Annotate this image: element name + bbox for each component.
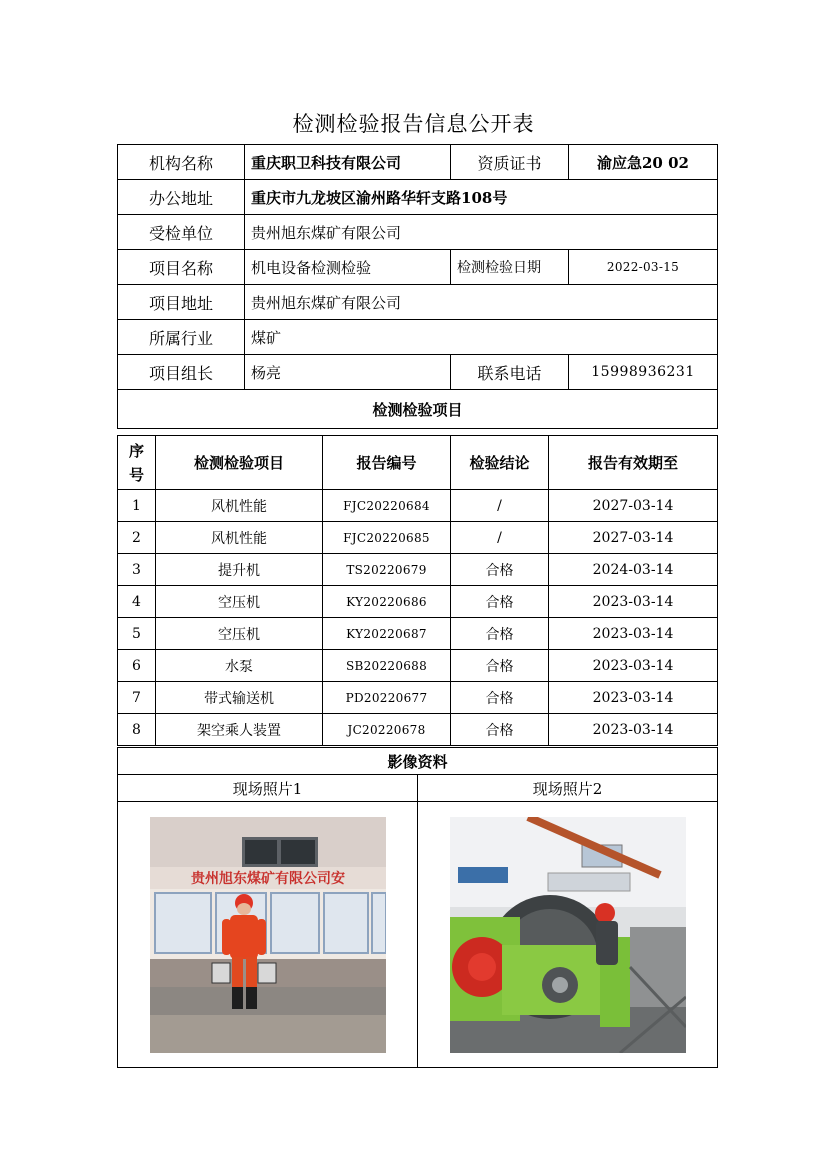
row-report: PD20220677	[323, 682, 451, 714]
project-value: 机电设备检测检验	[245, 250, 451, 285]
photo2-cell	[418, 802, 718, 1068]
info-table	[117, 144, 718, 429]
phone-label: 联系电话	[451, 355, 569, 390]
row-report: KY20220686	[323, 586, 451, 618]
org-value: 重庆职卫科技有限公司	[245, 145, 451, 180]
row-result: /	[451, 490, 549, 522]
items-header-row	[118, 436, 718, 490]
row-no: 8	[118, 714, 156, 746]
header-valid: 报告有效期至	[549, 436, 718, 490]
photo1-cell	[118, 802, 418, 1068]
row-result: 合格	[451, 586, 549, 618]
row-item: 风机性能	[156, 522, 323, 554]
row-item: 带式输送机	[156, 682, 323, 714]
items-section-row	[118, 390, 718, 429]
org-label: 机构名称	[118, 145, 245, 180]
row-result: 合格	[451, 650, 549, 682]
row-result: 合格	[451, 714, 549, 746]
table-row	[118, 650, 718, 682]
table-row	[118, 714, 718, 746]
addr-label: 办公地址	[118, 180, 245, 215]
header-item: 检测检验项目	[156, 436, 323, 490]
addr-value: 重庆市九龙坡区渝州路华轩支路108号	[245, 180, 718, 215]
row-item: 架空乘人装置	[156, 714, 323, 746]
items-section-title: 检测检验项目	[118, 390, 718, 429]
project-row	[118, 250, 718, 285]
row-no: 4	[118, 586, 156, 618]
row-report: FJC20220684	[323, 490, 451, 522]
row-report: FJC20220685	[323, 522, 451, 554]
cert-label: 资质证书	[451, 145, 569, 180]
industry-value: 煤矿	[245, 320, 718, 355]
industry-row	[118, 320, 718, 355]
date-value: 2022-03-15	[569, 250, 718, 285]
table-row	[118, 522, 718, 554]
header-result: 检验结论	[451, 436, 549, 490]
media-table	[117, 747, 718, 1068]
row-no: 3	[118, 554, 156, 586]
row-no: 1	[118, 490, 156, 522]
leader-row	[118, 355, 718, 390]
items-table	[117, 435, 718, 746]
page-title: 检测检验报告信息公开表	[292, 112, 535, 136]
table-row	[118, 586, 718, 618]
photo-label-row	[118, 775, 718, 802]
industry-label: 所属行业	[118, 320, 245, 355]
row-valid: 2027-03-14	[549, 522, 718, 554]
site-label: 项目地址	[118, 285, 245, 320]
photo1-label: 现场照片1	[118, 775, 418, 802]
row-item: 空压机	[156, 618, 323, 650]
row-result: 合格	[451, 554, 549, 586]
client-label: 受检单位	[118, 215, 245, 250]
row-valid: 2027-03-14	[549, 490, 718, 522]
row-item: 空压机	[156, 586, 323, 618]
row-valid: 2023-03-14	[549, 650, 718, 682]
header-no: 序号	[118, 436, 156, 490]
row-report: TS20220679	[323, 554, 451, 586]
site-row	[118, 285, 718, 320]
site-photo-2	[450, 817, 686, 1053]
site-value: 贵州旭东煤矿有限公司	[245, 285, 718, 320]
cert-value: 渝应急20 02	[569, 145, 718, 180]
header-report: 报告编号	[323, 436, 451, 490]
phone-value: 15998936231	[569, 355, 718, 390]
org-row	[118, 145, 718, 180]
row-no: 7	[118, 682, 156, 714]
row-valid: 2023-03-14	[549, 586, 718, 618]
row-report: JC20220678	[323, 714, 451, 746]
row-valid: 2023-03-14	[549, 714, 718, 746]
row-result: /	[451, 522, 549, 554]
date-label: 检测检验日期	[451, 250, 569, 285]
row-no: 2	[118, 522, 156, 554]
project-label: 项目名称	[118, 250, 245, 285]
row-item: 风机性能	[156, 490, 323, 522]
photo2-label: 现场照片2	[418, 775, 718, 802]
photo-row	[118, 802, 718, 1068]
row-result: 合格	[451, 682, 549, 714]
media-section-title: 影像资料	[118, 748, 718, 775]
row-no: 6	[118, 650, 156, 682]
table-row	[118, 618, 718, 650]
row-valid: 2023-03-14	[549, 618, 718, 650]
table-row	[118, 682, 718, 714]
table-row	[118, 554, 718, 586]
row-item: 水泵	[156, 650, 323, 682]
row-report: SB20220688	[323, 650, 451, 682]
media-section-row	[118, 748, 718, 775]
site-photo-1	[150, 817, 386, 1053]
leader-label: 项目组长	[118, 355, 245, 390]
row-result: 合格	[451, 618, 549, 650]
row-valid: 2024-03-14	[549, 554, 718, 586]
row-report: KY20220687	[323, 618, 451, 650]
row-item: 提升机	[156, 554, 323, 586]
addr-row	[118, 180, 718, 215]
row-valid: 2023-03-14	[549, 682, 718, 714]
client-value: 贵州旭东煤矿有限公司	[245, 215, 718, 250]
table-row	[118, 490, 718, 522]
row-no: 5	[118, 618, 156, 650]
leader-value: 杨亮	[245, 355, 451, 390]
photo1-sign-text: 贵州旭东煤矿有限公司安	[190, 870, 345, 887]
client-row	[118, 215, 718, 250]
